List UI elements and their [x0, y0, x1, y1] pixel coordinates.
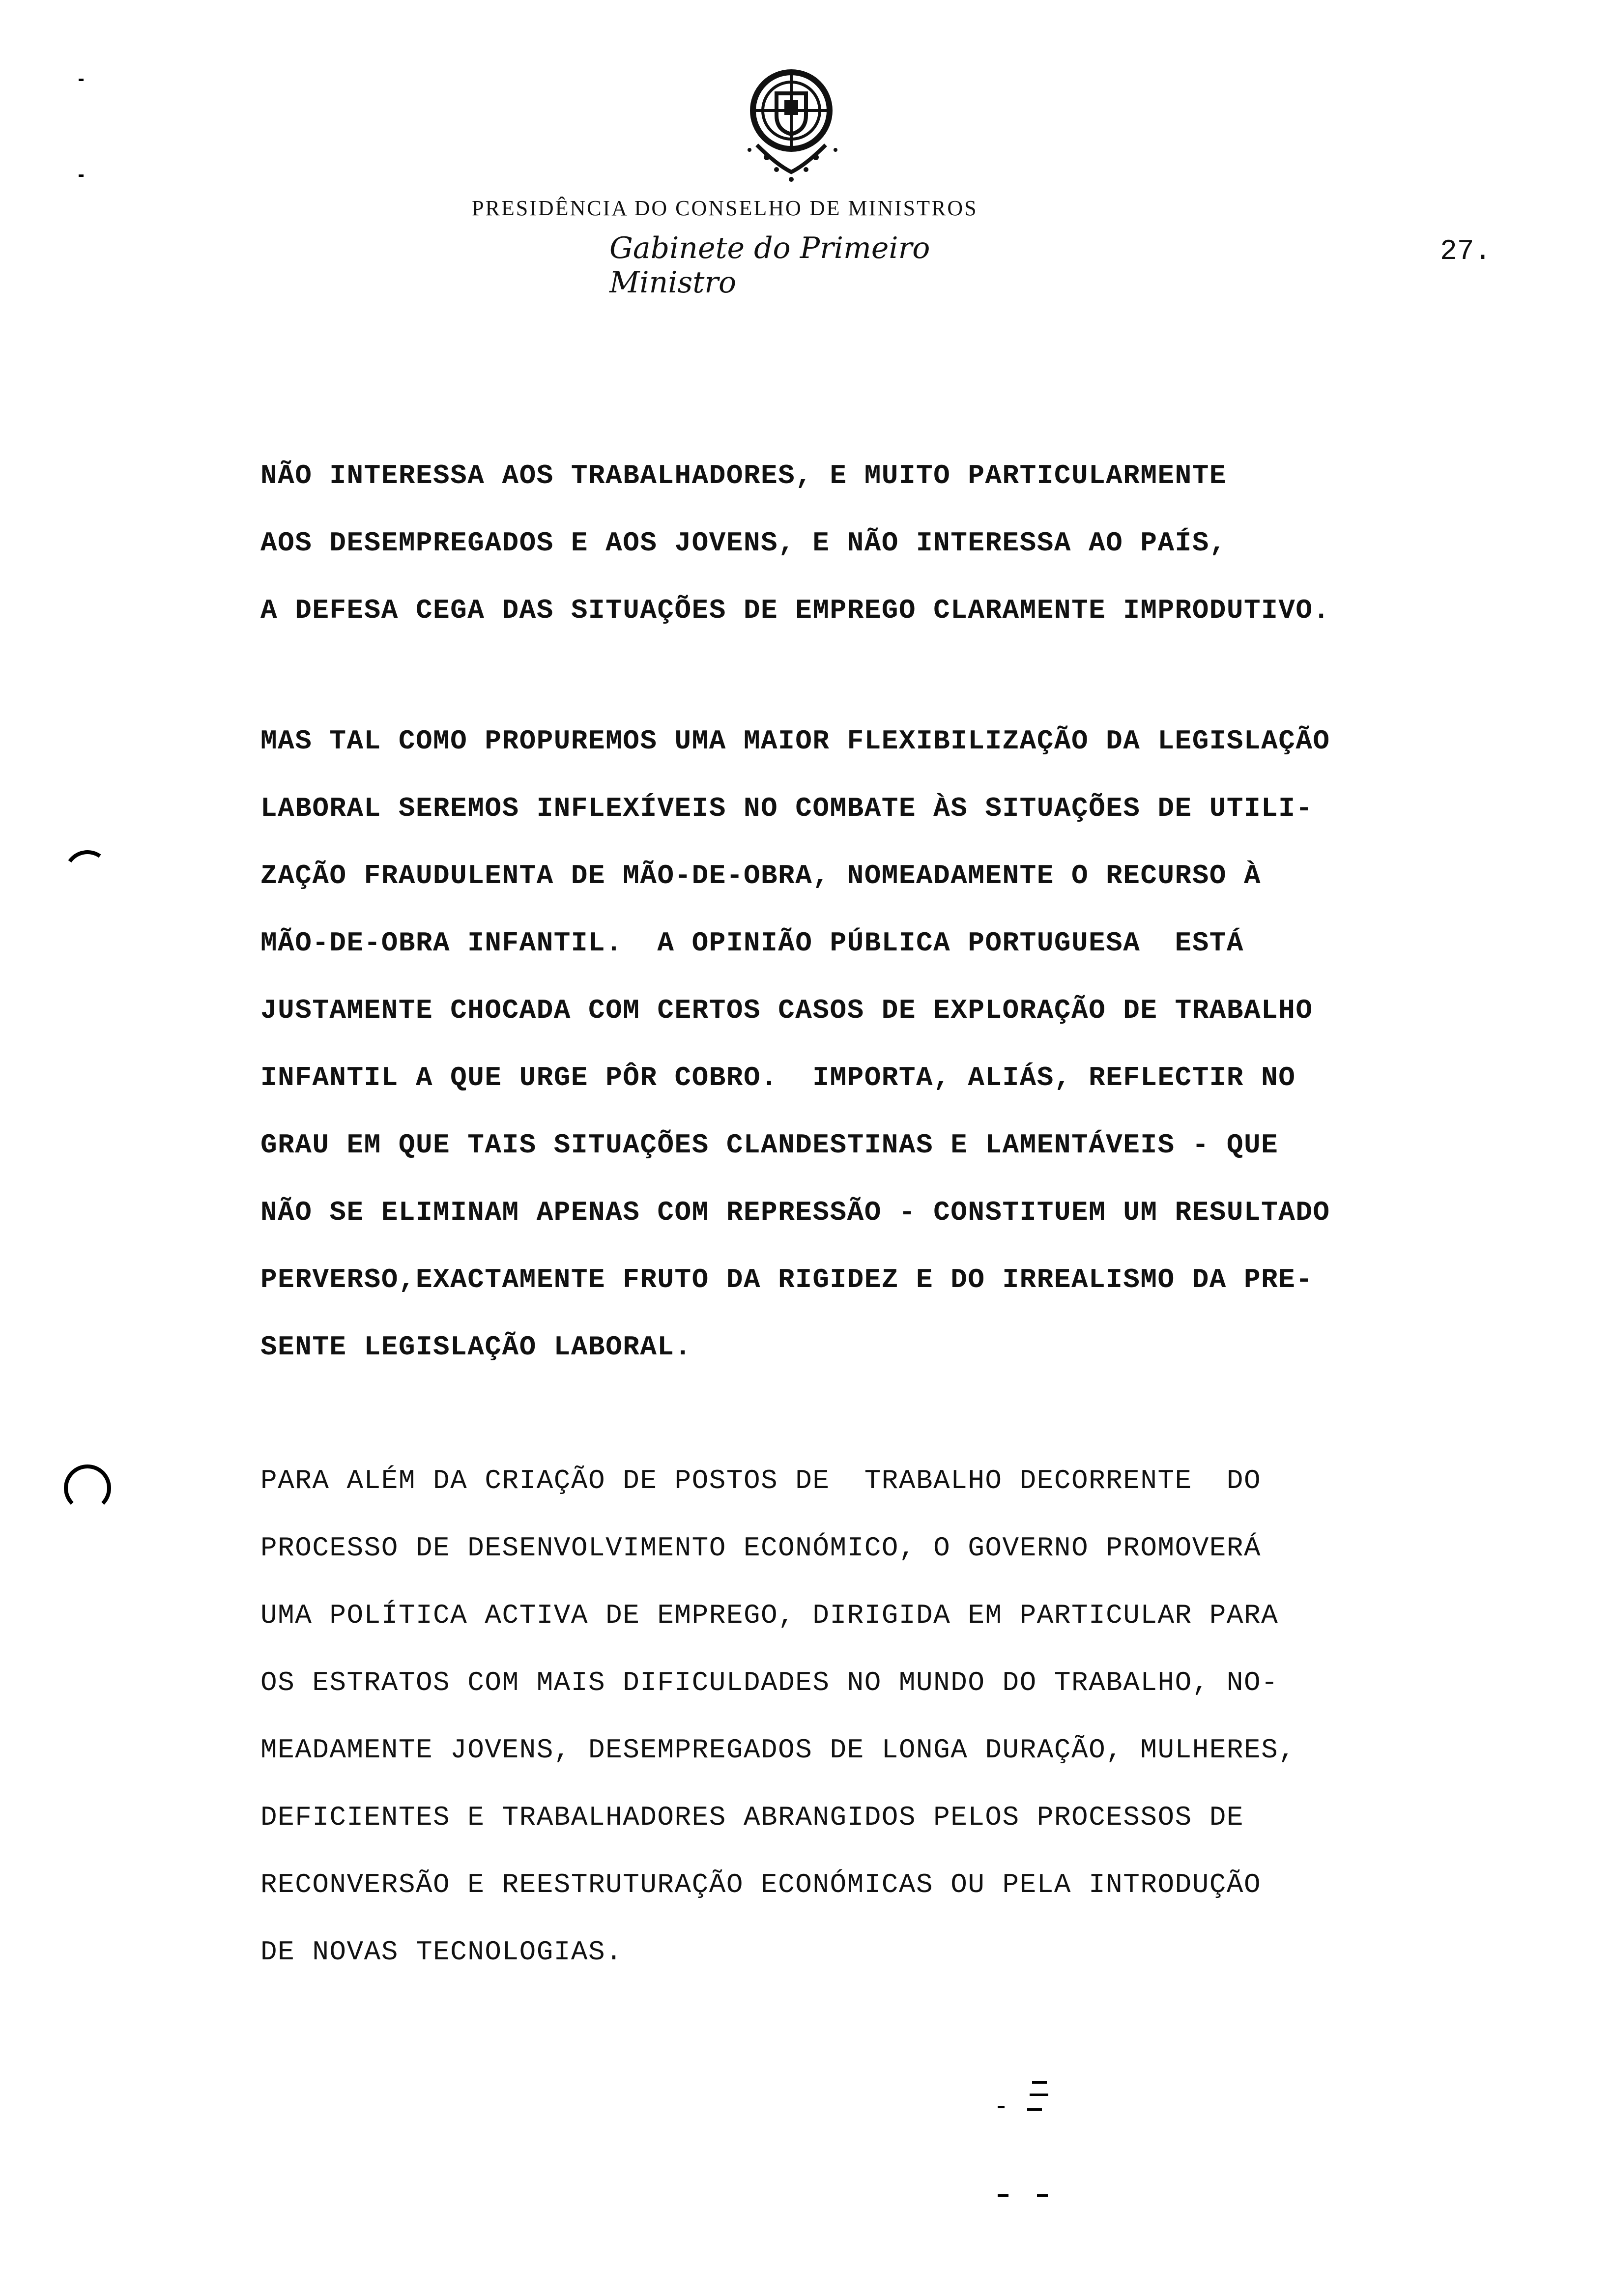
paragraph-line: PROCESSO DE DESENVOLVIMENTO ECONÓMICO, O GOVERNO PROMOVERÁ — [260, 1532, 1262, 1564]
scan-speck — [1027, 2108, 1042, 2111]
coat-of-arms-icon — [737, 59, 855, 192]
paragraph-line: OS ESTRATOS COM MAIS DIFICULDADES NO MUNDO DO TRABALHO, NO- — [260, 1667, 1279, 1698]
paragraph-line: PARA ALÉM DA CRIAÇÃO DE POSTOS DE TRABALHO DECORRENTE DO — [260, 1465, 1262, 1496]
institution-heading: PRESIDÊNCIA DO CONSELHO DE MINISTROS — [472, 196, 978, 220]
page-number: 27. — [1440, 236, 1492, 268]
scan-speck — [1037, 2194, 1048, 2197]
paragraph-line: ZAÇÃO FRAUDULENTA DE MÃO-DE-OBRA, NOMEADAMENTE O RECURSO À — [260, 860, 1262, 891]
paragraph-line: INFANTIL A QUE URGE PÔR COBRO. IMPORTA, ALIÁS, REFLECTIR NO — [260, 1062, 1296, 1093]
paragraph-line: NÃO SE ELIMINAM APENAS COM REPRESSÃO - CONSTITUEM UM RESULTADO — [260, 1197, 1330, 1228]
paragraph-line: A DEFESA CEGA DAS SITUAÇÕES DE EMPREGO CLARAMENTE IMPRODUTIVO. — [260, 595, 1330, 626]
scan-speck — [79, 174, 84, 177]
margin-punch-mark — [60, 846, 115, 901]
office-signature-line: Gabinete do Primeiro Ministro — [609, 231, 930, 300]
paragraph-1 — [260, 442, 1519, 644]
paragraph-line: RECONVERSÃO E REESTRUTURAÇÃO ECONÓMICAS OU PELA INTRODUÇÃO — [260, 1869, 1262, 1900]
scan-speck — [1032, 2081, 1047, 2084]
paragraph-3 — [260, 1447, 1519, 1986]
scan-speck — [998, 2194, 1008, 2197]
paragraph-line: DEFICIENTES E TRABALHADORES ABRANGIDOS PELOS PROCESSOS DE — [260, 1802, 1244, 1833]
scan-speck — [1030, 2094, 1048, 2096]
paragraph-line: GRAU EM QUE TAIS SITUAÇÕES CLANDESTINAS E LAMENTÁVEIS - QUE — [260, 1129, 1279, 1161]
paragraph-2 — [260, 708, 1519, 1381]
scan-speck — [79, 79, 84, 81]
paragraph-line: MÃO-DE-OBRA INFANTIL. A OPINIÃO PÚBLICA PORTUGUESA ESTÁ — [260, 927, 1244, 959]
paragraph-line: MAS TAL COMO PROPUREMOS UMA MAIOR FLEXIBILIZAÇÃO DA LEGISLAÇÃO — [260, 725, 1330, 757]
paragraph-line: PERVERSO,EXACTAMENTE FRUTO DA RIGIDEZ E DO IRREALISMO DA PRE- — [260, 1264, 1313, 1295]
paragraph-line: NÃO INTERESSA AOS TRABALHADORES, E MUITO PARTICULARMENTE — [260, 460, 1227, 491]
paragraph-line: AOS DESEMPREGADOS E AOS JOVENS, E NÃO INTERESSA AO PAÍS, — [260, 527, 1227, 559]
paragraph-line: LABORAL SEREMOS INFLEXÍVEIS NO COMBATE ÀS SITUAÇÕES DE UTILI- — [260, 793, 1313, 824]
paragraph-line: SENTE LEGISLAÇÃO LABORAL. — [260, 1331, 692, 1363]
paragraph-line: DE NOVAS TECNOLOGIAS. — [260, 1936, 623, 1968]
paragraph-line: MEADAMENTE JOVENS, DESEMPREGADOS DE LONGA DURAÇÃO, MULHERES, — [260, 1734, 1296, 1766]
margin-punch-mark — [64, 1464, 111, 1512]
scan-speck — [998, 2106, 1005, 2108]
paragraph-line: UMA POLÍTICA ACTIVA DE EMPREGO, DIRIGIDA EM PARTICULAR PARA — [260, 1600, 1279, 1631]
paragraph-line: JUSTAMENTE CHOCADA COM CERTOS CASOS DE EXPLORAÇÃO DE TRABALHO — [260, 995, 1313, 1026]
